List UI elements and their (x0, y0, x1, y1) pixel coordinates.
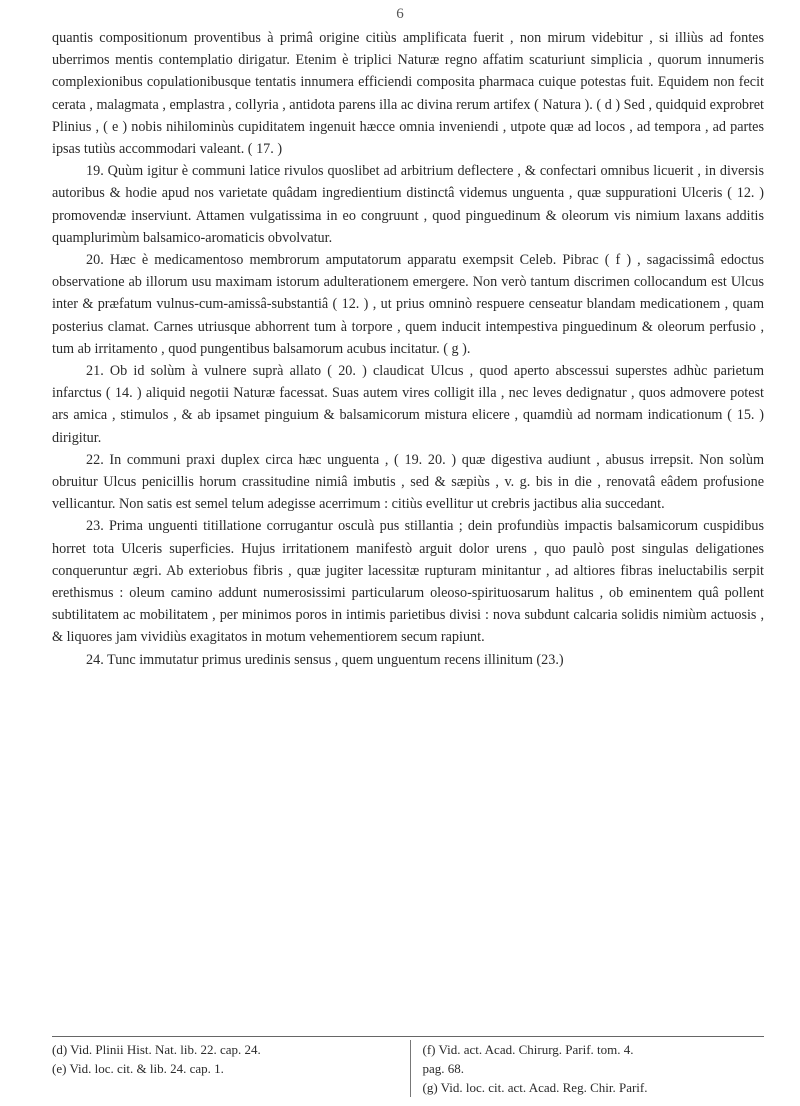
paragraph-24: 24. Tunc immutatur primus uredinis sensus , quem unguentum recens illinitum (23.) (86, 651, 564, 668)
footnote-f-continued: pag. 68. (422, 1061, 465, 1076)
footnote-rule (52, 1036, 764, 1037)
paragraph-19: 19. Quùm igitur è communi latice rivulos quoslibet ad arbitrium deflectere , & confectari omnibus licuerit , in diversis autoribus & hodie apud nos varietate quâdam ingredientium distinctâ videmus unguenta , quæ suppurationi Ulceris ( 12. ) promovendæ inserviunt. Attamen vulgatissima in eo congruunt , quod pinguedinum & oleorum vis nimium laxans additis quamplurimùm balsamico-aromaticis obvolvatur. (52, 163, 764, 246)
footnotes (52, 1040, 764, 1097)
footnote-g: (g) Vid. loc. cit. act. Acad. Reg. Chir. Parif. (422, 1080, 648, 1095)
footnote-f: (f) Vid. act. Acad. Chirurg. Parif. tom. 4. (422, 1042, 634, 1057)
paragraph-22: 22. In communi praxi duplex circa hæc unguenta , ( 19. 20. ) quæ digestiva audiunt , abusus irrepsit. Non solùm obruitur Ulcus penicillis horum crassitudine nimiâ imbutis , sed & sæpiùs , v. g. bis in die , renovatâ eâdem profusione vellicantur. Non satis est semel telum adegisse acerrimum : citiùs evellitur ut crebris jactibus alia succedant. (52, 451, 764, 513)
paragraph-continuation: quantis compositionum proventibus à primâ origine citiùs amplificata fuerit , non mirum videbitur , si illiùs ad fontes uberrimos mentis contemplatio dirigatur. Etenim è triplici Naturæ regno affatim scaturiunt simplicia , quorum innumeris complexionibus copulationibusque tentatis innumera efficiendi composita pharmaca cuique potestas fuit. Equidem non fecit cerata , malagmata , emplastra , collyria , antidota parens illa ac divina rerum artifex ( Natura ). ( d ) Sed , quidquid exprobret Plinius , ( e ) nobis nihilominùs cupiditatem ingenuit hæcce omnia inveniendi , utpote quæ ad locos , ad tempora , ad partes ipsas tutiùs accommodari valeant. ( 17. ) (52, 30, 764, 158)
footnotes-right-column (410, 1040, 765, 1097)
paragraph-23: 23. Prima unguenti titillatione corrugantur osculà pus stillantia ; dein profundiùs impactis balsamicorum cuspidibus horret tota Ulceris superficies. Hujus irritationem manifestò arguit dolor urens , quo paulò post singulas deligationes conqueruntur ægri. Ab exteriobus fibris , quæ jugiter lacessitæ rupturam minitantur , ad altiores fibras ineluctabilis serpit erethismus : oleum camino addunt numerosissimi particularum oleoso-spirituosarum halitus , ob eminentem quâ pollent subtilitatem ac mobilitatem , per minimos poros in intimis parietibus divisi : nova subdunt calcaria solidis nimiùm actuosis , & liquores jam vividiùs exagitatos in motum vehementiorem secum rapiunt. (52, 518, 764, 646)
footnote-e: (e) Vid. loc. cit. & lib. 24. cap. 1. (52, 1061, 224, 1076)
paragraph-20: 20. Hæc è medicamentoso membrorum amputatorum apparatu exempsit Celeb. Pibrac ( f ) , sagacissimâ edoctus observatione ab illorum usu maximam istorum adulterationem emergere. Non verò tantum discrimen collocandum est Ulcus inter & præfatum vulnus-cum-amissâ-substantiâ ( 12. ) , ut prius omninò respuere censeatur blandam medicationem , quam posterius clamat. Carnes utriusque abhorrent tum à torpore , quem inducit intempestiva pinguedinum & oleorum perfusio , tum ab irritamento , quod pungentibus balsamorum acubus incitatur. ( g ). (52, 252, 764, 357)
page-number: 6 (396, 6, 404, 22)
body-text (52, 27, 764, 671)
paragraph-21: 21. Ob id solùm à vulnere suprà allato ( 20. ) claudicat Ulcus , quod aperto abscessui superstes adhùc parietum infarctus ( 14. ) aliquid negotii Naturæ facessat. Suas autem vires colligit illa , nec leves dedignatur , quos admovere potest ars amica , stimulos , & ab ipsamet pinguium & balsamicorum mistura elicere , quamdiù ad normam indicationum ( 15. ) dirigitur. (52, 363, 764, 446)
footnote-d: (d) Vid. Plinii Hist. Nat. lib. 22. cap. 24. (52, 1042, 261, 1057)
footnotes-left-column (52, 1040, 410, 1097)
